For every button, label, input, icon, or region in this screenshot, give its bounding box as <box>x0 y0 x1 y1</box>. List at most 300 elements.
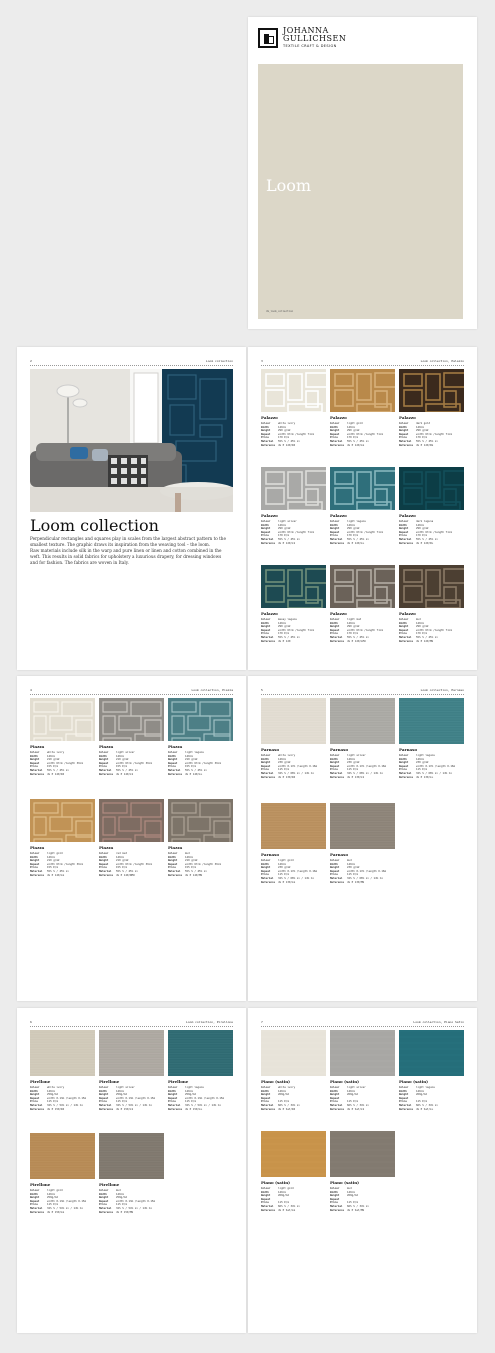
spec-label: Repeat <box>261 432 271 436</box>
spec-label: Repeat <box>330 1096 340 1100</box>
spec-label: Repeat <box>30 761 40 765</box>
spec-value: 260g/m2 <box>278 1194 289 1198</box>
spec-value: JG P 120/LMU <box>347 639 366 643</box>
fabric-swatch <box>399 1030 464 1076</box>
spec-label: Repeat <box>168 862 178 866</box>
page-number: 5 <box>261 688 263 692</box>
spec-value: 140cm <box>347 621 355 625</box>
spec-label: Reference <box>99 1210 114 1214</box>
spec-value: 55% S / 45% Li <box>347 635 369 639</box>
fabric-specs <box>330 859 386 884</box>
spec-label: Repeat <box>330 1197 340 1201</box>
spec-label: Weight <box>261 1093 271 1097</box>
fabric-name: Palazzo <box>261 415 278 420</box>
spec-value: width 0.17m /length 0.16m <box>416 764 456 768</box>
spec-value: light silver <box>278 520 297 523</box>
spec-label: Weight <box>168 1093 178 1097</box>
spec-label: Material <box>30 1206 43 1210</box>
spec-row-reference <box>261 444 314 448</box>
spec-label: Colour <box>330 1187 340 1190</box>
spec-label: Reference <box>261 775 276 779</box>
spec-value: 140cm <box>278 757 286 761</box>
spec-label: Colour <box>330 422 340 425</box>
fabric-swatch <box>330 467 395 510</box>
spec-value: 140cm <box>416 621 424 625</box>
spec-label: Price <box>168 1100 176 1104</box>
spec-label: Price <box>261 1100 269 1104</box>
spec-row-reference <box>99 773 152 777</box>
spec-label: Material <box>261 771 274 775</box>
spec-value: JG P 130/LL <box>416 775 434 779</box>
spec-label: Width <box>30 1192 38 1196</box>
spec-value: width 67cm /length 71cm <box>416 530 452 534</box>
catalog-page <box>17 676 246 1001</box>
intro-paragraph: Raw materials include silk in the warp and pure linen or linen and cotton combined in the weft. This results in solid fabrics for upholstery a luxurious drapery, for dressing windows and for fashion. The fabrics are woven in Italy. <box>30 548 222 565</box>
spec-row-reference <box>261 542 314 546</box>
brand-tagline: TEXTILE CRAFT & DESIGN <box>283 44 337 48</box>
page-header <box>261 688 464 695</box>
spec-value: 170 €/m <box>347 534 358 538</box>
spec-row-reference <box>330 1209 369 1213</box>
spec-label: Reference <box>399 443 414 447</box>
spec-label: Weight <box>261 625 271 629</box>
spec-label: Weight <box>330 761 340 765</box>
fabric-specs <box>99 852 152 877</box>
spec-label: Width <box>30 855 38 859</box>
fabric-specs <box>330 754 386 779</box>
spec-value: 55% S / 45% Li <box>347 537 369 541</box>
spec-label: Colour <box>99 852 109 855</box>
catalog-page <box>17 1008 246 1333</box>
spec-value: JG P 130/MU <box>347 880 365 884</box>
spec-value: 55% S / 45% Li <box>185 869 207 873</box>
spec-label: Repeat <box>399 432 409 436</box>
fabric-specs <box>99 1189 155 1214</box>
spec-label: Colour <box>330 859 340 862</box>
spec-row-reference <box>261 1209 300 1213</box>
spec-label: Price <box>168 765 176 769</box>
spec-label: Width <box>168 855 176 859</box>
spec-label: Colour <box>261 754 271 757</box>
spec-label: Material <box>30 768 43 772</box>
spec-label: Reference <box>99 772 114 776</box>
spec-value: width 67cm /length 71cm <box>347 432 383 436</box>
spec-value: 66% S / 34% Li <box>278 1204 300 1208</box>
interior-photo <box>30 369 233 512</box>
spec-row-reference <box>261 776 317 780</box>
fabric-swatch <box>261 1030 326 1076</box>
spec-value: light gold <box>278 1187 294 1190</box>
spec-label: Colour <box>330 520 340 523</box>
spec-value: dark gold <box>416 422 431 425</box>
spec-label: Weight <box>261 866 271 870</box>
spec-value: width 67cm /length 36cm <box>185 862 221 866</box>
fabric-swatch <box>399 698 464 744</box>
cover-footer: JG_loom_collection <box>266 310 294 313</box>
spec-label: Price <box>261 632 269 636</box>
spec-value: light laguna <box>416 754 435 757</box>
spec-label: Colour <box>261 859 271 862</box>
spec-label: Price <box>30 1203 38 1207</box>
spec-value: width 67cm /length 36cm <box>47 862 83 866</box>
spec-label: Material <box>99 768 112 772</box>
spec-label: Width <box>261 425 269 429</box>
fabric-name: Piano (satin) <box>261 1180 290 1185</box>
spec-value: 140cm <box>347 1190 355 1194</box>
spec-label: Weight <box>168 758 178 762</box>
fabric-specs <box>99 751 152 776</box>
spec-value: 55% S / 45% Li <box>116 768 138 772</box>
spec-label: Colour <box>30 751 40 754</box>
spec-label: Weight <box>99 1093 109 1097</box>
fabric-specs <box>261 618 314 643</box>
spec-label: Width <box>168 754 176 758</box>
spec-value: 290 g/m2 <box>278 625 291 629</box>
fabric-swatch <box>330 698 395 744</box>
spec-value: 115 €/m <box>347 1201 358 1205</box>
spec-value: 32% S / 68% Li / 14% Co <box>347 771 383 775</box>
spec-value: 55% S / 45% Li <box>416 635 438 639</box>
spec-label: Width <box>399 1089 407 1093</box>
spec-label: Repeat <box>399 628 409 632</box>
spec-label: Material <box>261 537 274 541</box>
spec-label: Width <box>330 757 338 761</box>
fabric-name: Parnaso <box>261 852 280 857</box>
spec-label: Width <box>261 523 269 527</box>
fabric-name: Palazzo <box>330 415 347 420</box>
spec-label: Repeat <box>330 530 340 534</box>
intro-body <box>30 536 230 566</box>
spec-label: Width <box>399 425 407 429</box>
spec-label: Weight <box>99 859 109 863</box>
spec-label: Material <box>399 537 412 541</box>
spec-value: 55% S / 45% Li <box>278 635 300 639</box>
spec-value: 290 g/m2 <box>278 429 291 433</box>
fabric-swatch <box>261 698 326 744</box>
spec-label: Reference <box>261 639 276 643</box>
fabric-swatch <box>261 803 326 849</box>
spec-value: JG P 120/LL <box>347 541 365 545</box>
spec-value: 210 g/m2 <box>47 758 60 762</box>
catalog-page <box>248 676 477 1001</box>
spec-label: Weight <box>261 1194 271 1198</box>
spec-label: Price <box>30 1100 38 1104</box>
spec-label: Weight <box>30 1093 40 1097</box>
fabric-name: Pirellone <box>30 1182 51 1187</box>
spec-row-reference <box>168 1108 224 1112</box>
spec-label: Price <box>399 768 407 772</box>
spec-value: 115 €/m <box>278 1100 289 1104</box>
spec-label: Colour <box>261 422 271 425</box>
spec-value: 230 g/m2 <box>347 866 360 870</box>
spec-label: Repeat <box>261 530 271 534</box>
section-title: Loom collection, Piano Satin <box>413 1020 464 1024</box>
spec-value: 140cm <box>416 523 424 527</box>
spec-label: Price <box>99 1100 107 1104</box>
spec-value: JG P 120 <box>278 639 291 643</box>
fabric-name: Palazzo <box>399 611 416 616</box>
fabric-name: Piazza <box>99 744 114 749</box>
spec-value: 140cm <box>116 1089 124 1093</box>
spec-value: 230 g/m2 <box>278 866 291 870</box>
spec-value: width 67cm /length 71cm <box>416 628 452 632</box>
section-title: Loom collection, Palazzo <box>420 359 464 363</box>
spec-label: Weight <box>330 527 340 531</box>
spec-value: 115 €/m <box>278 768 289 772</box>
spec-value: 115 €/m <box>347 768 358 772</box>
page-number: 6 <box>30 1020 32 1024</box>
fabric-specs <box>261 520 314 545</box>
spec-value: width 0.13m /length 0.15m <box>47 1199 87 1203</box>
spec-label: Colour <box>168 1086 178 1089</box>
fabric-swatch <box>330 369 395 412</box>
fabric-name: Piano (satin) <box>399 1079 428 1084</box>
spec-label: Material <box>168 768 181 772</box>
spec-label: Repeat <box>261 869 271 873</box>
spec-value: 155 €/m <box>116 866 127 870</box>
fabric-name: Pirellone <box>99 1079 120 1084</box>
spec-value: white ivory <box>278 754 296 757</box>
fabric-specs <box>30 852 83 877</box>
spec-label: Reference <box>330 775 345 779</box>
spec-value: 140cm <box>185 754 193 758</box>
logo-mark-icon <box>258 28 278 48</box>
spec-label: Reference <box>261 1208 276 1212</box>
spec-value: mud <box>185 852 190 855</box>
spec-value: 155 €/m <box>47 765 58 769</box>
spec-label: Weight <box>30 859 40 863</box>
spec-label: Price <box>330 1100 338 1104</box>
spec-label: Repeat <box>330 869 340 873</box>
spec-value: 250g/m2 <box>47 1093 58 1097</box>
spec-value: white ivory <box>47 1086 65 1089</box>
spec-value: 230 g/m2 <box>416 761 429 765</box>
spec-value: white ivory <box>278 1086 296 1089</box>
spec-label: Colour <box>99 751 109 754</box>
section-title: Loom collection <box>205 359 233 363</box>
spec-label: Width <box>168 1089 176 1093</box>
fabric-name: Pirellone <box>99 1182 120 1187</box>
spec-label: Weight <box>99 1196 109 1200</box>
fabric-specs <box>330 422 383 447</box>
spec-label: Colour <box>30 1086 40 1089</box>
spec-label: Width <box>330 862 338 866</box>
fabric-swatch <box>399 369 464 412</box>
intro-heading: Loom collection <box>30 516 159 535</box>
page-header <box>30 359 233 366</box>
spec-label: Weight <box>399 625 409 629</box>
fabric-swatch <box>168 799 233 842</box>
fabric-name: Piano (satin) <box>330 1180 359 1185</box>
spec-row-reference <box>261 640 314 644</box>
spec-value: light mud <box>347 618 362 621</box>
spec-value: 32% S / 68% Li / 14% Co <box>278 876 314 880</box>
intro-page <box>17 347 246 670</box>
spec-value: 115 €/m <box>47 1100 58 1104</box>
fabric-name: Palazzo <box>330 611 347 616</box>
spec-label: Colour <box>330 754 340 757</box>
spec-label: Price <box>399 534 407 538</box>
catalog-page <box>248 347 477 670</box>
spec-label: Colour <box>261 618 271 621</box>
spec-value: 155 €/m <box>116 765 127 769</box>
spec-value: 155 €/m <box>185 866 196 870</box>
spec-value: 140cm <box>47 855 55 859</box>
spec-value: JG P 130/WI <box>278 775 296 779</box>
spec-label: Repeat <box>330 628 340 632</box>
spec-label: Price <box>261 534 269 538</box>
spec-label: Repeat <box>330 432 340 436</box>
brand-logo <box>258 27 346 49</box>
section-title: Loom collection, Piazza <box>191 688 233 692</box>
fabric-swatch <box>261 1131 326 1177</box>
spec-label: Price <box>261 768 269 772</box>
spec-value: white ivory <box>278 422 296 425</box>
spec-label: Repeat <box>399 1096 409 1100</box>
fabric-specs <box>399 618 452 643</box>
spec-label: Colour <box>261 1187 271 1190</box>
spec-label: Price <box>399 436 407 440</box>
spec-value: 140cm <box>47 754 55 758</box>
spec-label: Reference <box>261 880 276 884</box>
spec-label: Width <box>399 757 407 761</box>
spec-label: Repeat <box>99 862 109 866</box>
spec-value: 170 €/m <box>347 436 358 440</box>
spec-label: Colour <box>399 754 409 757</box>
spec-value: 260g/m2 <box>347 1194 358 1198</box>
fabric-swatch <box>399 467 464 510</box>
spec-value: width 67cm /length 71cm <box>278 432 314 436</box>
spec-value: 170 €/m <box>416 534 427 538</box>
spec-value: 260g/m2 <box>278 1093 289 1097</box>
spec-value: 140cm <box>416 1089 424 1093</box>
spec-value: width 67cm /length 36cm <box>116 862 152 866</box>
spec-label: Reference <box>330 639 345 643</box>
spec-label: Material <box>30 1103 43 1107</box>
spec-value: light silver <box>347 1086 366 1089</box>
spec-value: 140cm <box>185 855 193 859</box>
spec-row-reference <box>261 881 317 885</box>
spec-row-reference <box>399 1108 438 1112</box>
spec-value: JG P Sat/LS <box>347 1107 365 1111</box>
spec-value: JG P 140/RMU <box>116 873 135 877</box>
fabric-swatch <box>99 799 164 842</box>
spec-value: JG P 130/LG <box>278 880 296 884</box>
spec-row-reference <box>99 1108 155 1112</box>
spec-label: Price <box>99 1203 107 1207</box>
spec-row-reference <box>330 640 383 644</box>
spec-value: 290 g/m2 <box>416 527 429 531</box>
spec-value: 55% S / 45% Li <box>416 439 438 443</box>
spec-value: 140cm <box>347 425 355 429</box>
spec-label: Material <box>99 869 112 873</box>
spec-label: Material <box>330 537 343 541</box>
spec-label: Weight <box>330 1093 340 1097</box>
spec-value: width 67cm /length 71cm <box>416 432 452 436</box>
fabric-name: Piazza <box>30 845 45 850</box>
spec-value: white ivory <box>47 751 65 754</box>
spec-value: JG P 140/LG <box>47 873 65 877</box>
spec-label: Reference <box>168 1107 183 1111</box>
spec-value: 210 g/m2 <box>47 859 60 863</box>
spec-value: 115 €/m <box>278 873 289 877</box>
spec-value: 140cm <box>116 754 124 758</box>
page-number: 4 <box>30 688 32 692</box>
spec-value: mud <box>416 618 421 621</box>
spec-label: Colour <box>168 751 178 754</box>
spec-label: Width <box>261 1190 269 1194</box>
spec-value: 210 g/m2 <box>116 859 129 863</box>
spec-label: Weight <box>99 758 109 762</box>
spec-value: 55% S / 45% Li <box>416 537 438 541</box>
spec-label: Repeat <box>168 1096 178 1100</box>
spec-value: 140cm <box>347 862 355 866</box>
fabric-specs <box>399 1086 438 1111</box>
fabric-name: Pirellone <box>30 1079 51 1084</box>
spec-value: 210 g/m2 <box>116 758 129 762</box>
spec-label: Price <box>30 866 38 870</box>
spec-label: Colour <box>399 422 409 425</box>
spec-label: Weight <box>330 429 340 433</box>
spec-value: 55% S / 45% Li <box>47 768 69 772</box>
spec-label: Colour <box>261 1086 271 1089</box>
spec-label: Material <box>330 439 343 443</box>
spec-value: 115 €/m <box>347 1100 358 1104</box>
spec-label: Reference <box>168 873 183 877</box>
page-number: 2 <box>30 359 32 363</box>
spec-label: Repeat <box>261 1197 271 1201</box>
spec-label: Repeat <box>261 628 271 632</box>
spec-label: Colour <box>399 618 409 621</box>
spec-value: 115 €/m <box>278 1201 289 1205</box>
intro-paragraph: Perpendicular rectangles and squares play in scales from the largest abstract pattern to the smallest texture. The graphic draws its inspiration from the weaving tool – the loom. <box>30 536 226 547</box>
spec-label: Weight <box>30 1196 40 1200</box>
spec-value: light laguna <box>347 520 366 523</box>
spec-value: 32% S / 54% Li / 14% Co <box>116 1206 152 1210</box>
spec-value: 32% S / 54% Li / 14% Co <box>47 1103 83 1107</box>
spec-label: Price <box>330 436 338 440</box>
spec-value: red mud <box>116 852 127 855</box>
spec-label: Material <box>399 635 412 639</box>
spec-value: mud <box>347 1187 352 1190</box>
spec-label: Material <box>330 1204 343 1208</box>
spec-value: 290 g/m2 <box>347 429 360 433</box>
catalog-page <box>248 1008 477 1333</box>
spec-value: 210 g/m2 <box>185 859 198 863</box>
spec-label: Material <box>261 1103 274 1107</box>
spec-value: 115 €/m <box>116 1203 127 1207</box>
spec-value: light silver <box>116 1086 135 1089</box>
spec-value: light laguna <box>185 751 204 754</box>
fabric-specs <box>168 751 221 776</box>
fabric-name: Palazzo <box>399 415 416 420</box>
spec-value: 140cm <box>47 1192 55 1196</box>
spec-value: width 67cm /length 36cm <box>47 761 83 765</box>
spec-label: Material <box>168 869 181 873</box>
spec-value: JG P 140/WI <box>47 772 65 776</box>
spec-label: Reference <box>30 772 45 776</box>
spec-value: 55% S / 45% Li <box>278 439 300 443</box>
fabric-name: Piazza <box>99 845 114 850</box>
spec-label: Price <box>30 765 38 769</box>
spec-row-reference <box>330 542 383 546</box>
spec-value: 115 €/m <box>116 1100 127 1104</box>
spec-label: Reference <box>261 443 276 447</box>
spec-value: 140cm <box>416 425 424 429</box>
spec-label: Reference <box>330 541 345 545</box>
spec-value: JG P Sat/LG <box>278 1208 296 1212</box>
spec-label: Repeat <box>30 1096 40 1100</box>
